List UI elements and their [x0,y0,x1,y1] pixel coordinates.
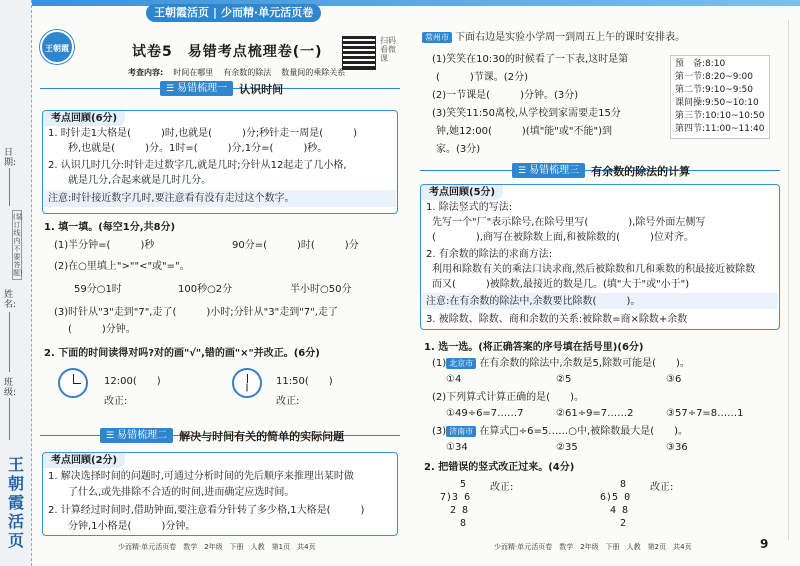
right-q-line: (2)一节课是( )分钟。(3分) [432,90,579,101]
clock-icon [232,368,262,398]
review-2-line: 了什么,或先排除不合适的时间,进而确定应选时间。 [48,487,295,498]
q1-item: (3)时针从"3"走到"7",走了( )小时;分针从"3"走到"7",走了 [54,307,338,318]
date-line [9,168,10,206]
compare-item: 59分○1时 [74,284,122,295]
schedule-row: 预 备:8:10 [675,59,726,69]
option[interactable]: ③36 [666,442,688,453]
division-line: 8 [440,518,467,529]
option[interactable]: ②61÷9=7……2 [556,408,634,419]
question-1-title: 1. 填一填。(每空1分,共8分) [44,222,176,233]
q1-item: (1)半分钟=( )秒 [54,240,155,251]
choose-q3-text: 在算式□÷6=5……○中,被除数最大是( )。 [479,426,688,437]
name-label: 姓名: [4,290,17,310]
right-q-line: (1)笑笑在10:30的时候看了一下表,这时是第 [432,54,629,65]
intro-text: 下面右边是实验小学周一到周五上午的课时安排表。 [455,32,686,43]
fix-b-label: 改正: [650,482,674,493]
footer-left: 少而精·单元活页卷 数学 2年级 下册 人教 第1页 共4页 [118,543,316,551]
review-2-title: 考点回顾(2分) [43,453,125,468]
footer-right: 少而精·单元活页卷 数学 2年级 下册 人教 第2页 共4页 [494,543,692,551]
region-tag: 济南市 [446,426,476,437]
compare-item: 100秒○2分 [178,284,233,295]
review-3-title: 考点回顾(5分) [421,185,503,200]
review-3-line: ( ),商写在被除数上面,和被除数的( )位对齐。 [432,232,694,243]
series-badge: 王朝霞活页 | 少而精·单元活页卷 [146,4,321,22]
right-q-intro [422,30,685,45]
topic-1: 时间在哪里 [173,68,214,77]
class-line [9,398,10,440]
topic-3: 数量间的乘除关系 [281,68,346,77]
binding-strip [0,0,32,566]
review-1-note: 注意:时针接近数字几时,要注意看有没有走过这个数字。 [48,193,295,204]
review-3-line: 先写一个"厂"表示除号,在除号里写( ),除号外面左侧写 [432,217,706,228]
region-tag: 北京市 [446,358,476,369]
division-line: 7)3 6 [440,492,471,503]
choose-q1: (1) 北京市 在有余数的除法中,余数是5,除数可能是( )。 [432,358,690,369]
fix-title: 2. 把错误的竖式改正过来。(4分) [424,462,575,473]
review-2-line: 分钟,1小格是( )分钟。 [48,521,196,532]
option[interactable]: ③57÷7=8……1 [666,408,744,419]
division-line: 2 [600,518,627,529]
q1-item: 90分=( )时( )分 [232,240,359,251]
question-2-title: 2. 下面的时间读得对吗?对的画"√",错的画"×"并改正。(6分) [44,348,320,359]
section-2-header [100,427,344,444]
schedule-row: 第三节:10:10~10:50 [675,111,765,121]
right-q-line: 钟,她12:00( )(填"能"或"不能")到 [436,126,613,137]
schedule-row: 第四节:11:00~11:40 [675,124,765,134]
subtitle [128,67,355,78]
choose-q2: (2)下列算式计算正确的是( )。 [432,392,584,403]
page-number: 9 [760,537,769,551]
q1-item: ( )分钟。 [68,324,136,335]
topic-2: 有余数的除法 [223,68,272,77]
qr-code-icon [342,36,376,70]
section-1-header [160,80,283,97]
division-line: 8 [600,479,627,490]
choose-q3: (3) 济南市 在算式□÷6=5……○中,被除数最大是( )。 [432,426,688,437]
review-1-line: 1. 时针走1大格是( )时,也就是( )分;秒针走一周是( ) [48,128,358,139]
review-1-line: 秒,也就是( )分。1时=( )分,1分=( )秒。 [48,143,328,154]
sidebar-brand: 王朝霞活页 [7,455,24,550]
review-3-line: 3. 被除数、除数、商和余数的关系:被除数=商×除数+余数 [426,314,688,325]
review-1-line: 2. 认识几时几分:时针走过数字几,就是几时;分针从12起走了几小格, [48,160,347,171]
division-line: 6)5 0 [600,492,631,503]
option[interactable]: ②35 [556,442,578,453]
schedule-row: 第一节:8:20~9:00 [675,72,753,82]
section-3-tag: ☰ 易错梳理三 [512,163,585,178]
clock-icon [58,368,88,398]
subtitle-label: 考查内容: [128,68,164,77]
top-stripe [0,0,800,6]
review-3-line: 利用和除数有关的乘法口诀求商,然后被除数和几和乘数的积最接近被除数 [432,264,756,275]
long-division-b [600,478,630,530]
right-q-line: ( )节课。(2分) [436,72,528,83]
review-1-title: 考点回顾(6分) [43,111,125,126]
clock-1-reading: 12:00( ) [104,376,161,387]
review-3-line: 2. 有余数的除法的求商方法: [426,249,553,260]
section-3-title: 有余数的除法的计算 [591,164,691,178]
right-q-line: 家。(3分) [436,144,481,155]
schedule-row: 第二节:9:10~9:50 [675,85,753,95]
q1-item: (2)在○里填上">""<"或"="。 [54,261,190,272]
review-2-line: 1. 解决选择时间的问题时,可通过分析时间的先后顺序来推理出某时做 [48,471,354,482]
section-2-tag: ☰ 易错梳理二 [100,428,173,443]
section-3-header [512,162,690,179]
series-text: 少而精·单元活页卷 [221,6,314,19]
page-title: 试卷5 易错考点梳理卷(一) [132,44,323,60]
section-2-title: 解决与时间有关的简单的实际问题 [179,429,345,443]
choose-title: 1. 选一选。(将正确答案的序号填在括号里)(6分) [424,342,644,353]
fix-a-label: 改正: [490,482,514,493]
option[interactable]: ①34 [446,442,468,453]
section-1-title: 认识时间 [239,82,284,96]
review-3-note: 注意:在有余数的除法中,余数要比除数( )。 [426,296,641,307]
section-1-tag: ☰ 易错梳理一 [160,81,233,96]
schedule-table [670,55,770,139]
review-3-line: 而又( )被除数,最接近的数是几。(填"大于"或"小于") [432,279,690,290]
binding-note: (装订线内不要答题) [12,210,22,280]
review-3-line: 1. 除法竖式的写法: [426,202,513,213]
choose-q1-text: 在有余数的除法中,余数是5,除数可能是( )。 [479,358,690,369]
qr-note: 扫码看微课 [380,36,396,63]
division-line: 2 8 [440,505,469,516]
option[interactable]: ②5 [556,374,572,385]
name-line [9,312,10,372]
right-q-line: (3)笑笑11:50离校,从学校到家需要走15分 [432,108,621,119]
brand-text: 王朝霞活页 [154,6,209,19]
region-tag: 常州市 [422,32,452,43]
clock-2-reading: 11:50( ) [276,376,333,387]
clock-2-fix: 改正: [276,396,300,407]
review-1-line: 就是几分,合起来就是几时几分。 [48,175,212,186]
compare-item: 半小时○50分 [290,284,352,295]
long-division-a [440,478,470,530]
division-line: 4 8 [600,505,629,516]
right-edge-rule [788,20,789,540]
clock-1-fix: 改正: [104,396,128,407]
option[interactable]: ①49÷6=7……7 [446,408,524,419]
date-label: 日期: [4,148,17,168]
schedule-row: 课间操:9:50~10:10 [675,98,759,108]
division-line: 5 [440,479,467,490]
class-label: 班级: [4,378,17,398]
option[interactable]: ①4 [446,374,462,385]
option[interactable]: ③6 [666,374,682,385]
logo: 王朝霞 [40,30,74,64]
review-2-line: 2. 计算经过时间时,借助钟面,要注意看分针转了多少格,1大格是( ) [48,505,365,516]
